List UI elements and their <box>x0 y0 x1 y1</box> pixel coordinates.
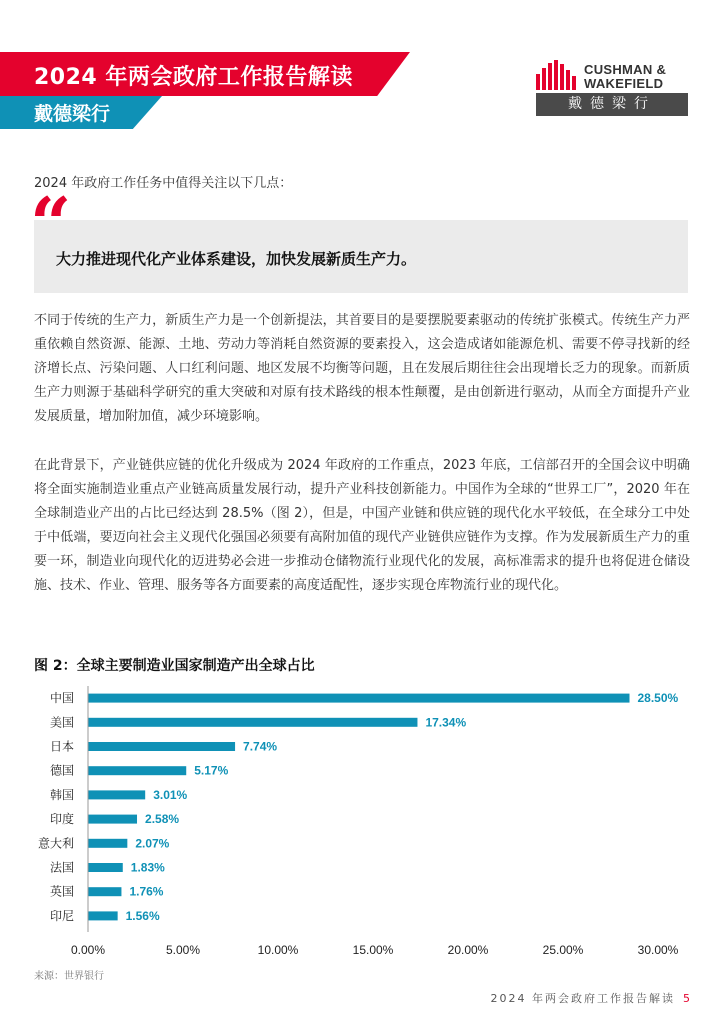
bar <box>88 694 630 703</box>
paragraph-2: 在此背景下，产业链供应链的优化升级成为 2024 年政府的工作重点，2023 年底，工信部召开的全国会议中明确将全面实施制造业重点产业链高质量发展行动，提升产业科技创新能力。中国作为全球的“世界工厂”，2020 年在全球制造业产出的占比已经达到 28.5%（图 2），但是，中国产业链和供应链的现代化水平较低，在全球分工中处于中低端，要迈向社会主义现代化强国必须要有高附加值的现代产业链供应链作为支撑。作为发展新质生产力的重要一环，制造业向现代化的迈进势必会进一步推动仓储物流行业现代化的发展，高标准需求的提升也将促进仓储设施、技术、作业、管理、服务等各方面要素的高度适配性，逐步实现仓库物流行业的现代化。 <box>34 458 690 593</box>
quote-text: 大力推进现代化产业体系建设，加快发展新质生产力。 <box>56 250 417 268</box>
bar <box>88 911 118 920</box>
footer-title: 2024 年两会政府工作报告解读 <box>490 992 675 1005</box>
figure-title: 图 2：全球主要制造业国家制造产出全球占比 <box>34 658 315 674</box>
cushman-wakefield-logo <box>536 60 688 118</box>
category-label: 日本 <box>49 739 74 754</box>
logo-bars-icon <box>536 60 580 90</box>
bar <box>88 863 123 872</box>
page-footer <box>491 990 691 1006</box>
data-label: 3.01% <box>153 787 188 802</box>
logo-line-2: WAKEFIELD <box>584 76 664 91</box>
logo-line-1: CUSHMAN & <box>584 62 667 77</box>
bar <box>88 766 186 775</box>
category-label: 美国 <box>49 715 74 730</box>
bar <box>88 839 127 848</box>
data-label: 1.83% <box>130 860 165 875</box>
bar-chart <box>34 680 704 960</box>
logo-wordmark <box>584 63 666 91</box>
paragraph-1: 不同于传统的生产力，新质生产力是一个创新提法，其首要目的是要摆脱要素驱动的传统扩张模式。传统生产力严重依赖自然资源、能源、土地、劳动力等消耗自然资源的要素投入，这会造成诸如能源危机、需要不停寻找新的经济增长点、污染问题、人口红利问题、地区发展不均衡等问题，且在发展后期往往会出现增长乏力的现象。而新质生产力则源于基础科学研究的重大突破和对原有技术路线的根本性颠覆，是由创新进行驱动，从而全方面提升产业发展质量，增加附加值，减少环境影响。 <box>34 313 690 424</box>
category-label: 印尼 <box>49 908 74 923</box>
x-tick-label: 5.00% <box>165 943 201 957</box>
data-label: 1.56% <box>125 908 160 923</box>
bar <box>88 887 121 896</box>
category-label: 英国 <box>49 884 74 899</box>
bar <box>88 718 417 727</box>
category-label: 印度 <box>49 812 74 827</box>
data-label: 2.58% <box>145 812 180 827</box>
data-label: 5.17% <box>194 763 229 778</box>
data-label: 7.74% <box>243 739 278 754</box>
category-label: 韩国 <box>49 787 74 802</box>
x-tick-label: 25.00% <box>542 943 584 957</box>
x-tick-label: 30.00% <box>637 943 679 957</box>
bar <box>88 742 235 751</box>
page-number: 5 <box>683 992 690 1005</box>
category-label: 中国 <box>49 691 74 706</box>
x-tick-label: 15.00% <box>352 943 394 957</box>
category-label: 法国 <box>49 860 74 875</box>
x-tick-label: 10.00% <box>257 943 299 957</box>
logo-chinese: 戴德梁行 <box>536 93 688 116</box>
data-label: 2.07% <box>135 836 170 851</box>
quote-mark-icon: “ <box>30 181 72 266</box>
x-tick-label: 20.00% <box>447 943 489 957</box>
data-label: 28.50% <box>637 691 679 706</box>
category-label: 意大利 <box>37 836 74 851</box>
category-label: 德国 <box>49 763 74 778</box>
page-subtitle: 戴德梁行 <box>34 103 111 125</box>
bar <box>88 790 145 799</box>
data-label: 1.76% <box>129 884 164 899</box>
intro-text: 2024 年政府工作任务中值得关注以下几点： <box>34 176 293 191</box>
page-title: 2024 年两会政府工作报告解读 <box>34 65 353 90</box>
x-tick-label: 0.00% <box>70 943 106 957</box>
bar <box>88 815 137 824</box>
data-label: 17.34% <box>425 715 467 730</box>
source-note: 来源：世界银行 <box>34 971 104 982</box>
